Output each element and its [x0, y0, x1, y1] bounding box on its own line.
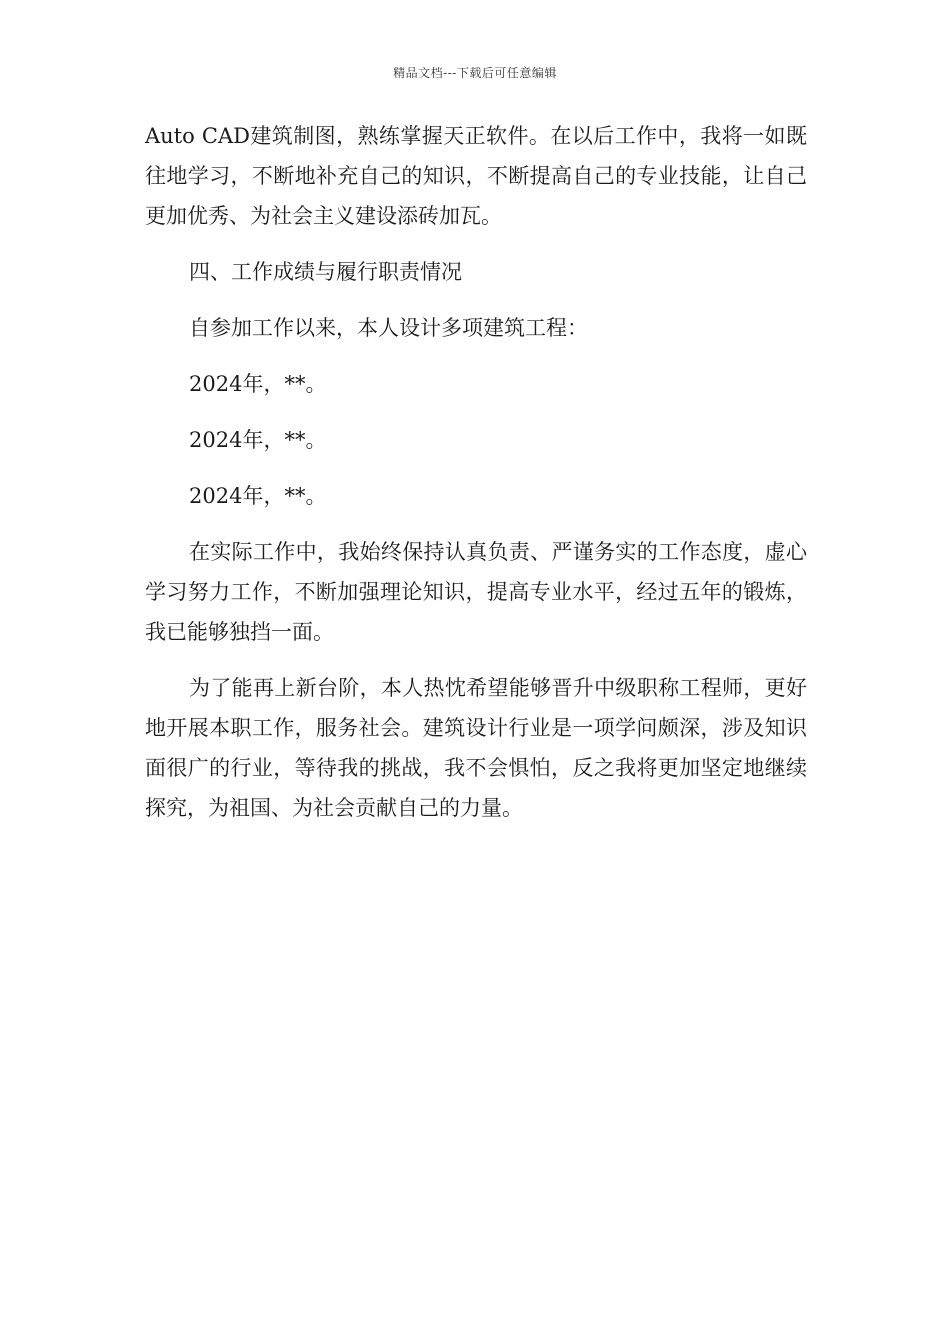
document-body [145, 116, 807, 844]
paragraph-promotion-goal: 为了能再上新台阶，本人热忱希望能够晋升中级职称工程师，更好地开展本职工作，服务社会。建筑设计行业是一项学问颇深，涉及知识面很广的行业，等待我的挑战，我不会惧怕，反之我将更加坚定地继续探究，为祖国、为社会贡献自己的力量。 [145, 676, 807, 820]
project-item-3: 2024年，**。 [189, 484, 327, 508]
paragraph-software-skills: Auto CAD建筑制图，熟练掌握天正软件。在以后工作中，我将一如既往地学习，不断地补充自己的知识，不断提高自己的专业技能，让自己更加优秀、为社会主义建设添砖加瓦。 [145, 124, 807, 228]
project-item-1: 2024年，**。 [189, 372, 327, 396]
paragraph-projects-intro: 自参加工作以来，本人设计多项建筑工程： [189, 316, 588, 340]
page-header: 精品文档---下载后可任意编辑 [393, 66, 557, 80]
project-item-2: 2024年，**。 [189, 428, 327, 452]
section-heading-achievements: 四、工作成绩与履行职责情况 [189, 260, 462, 284]
paragraph-work-attitude: 在实际工作中，我始终保持认真负责、严谨务实的工作态度，虚心学习努力工作，不断加强理论知识，提高专业水平，经过五年的锻炼，我已能够独挡一面。 [145, 540, 807, 644]
